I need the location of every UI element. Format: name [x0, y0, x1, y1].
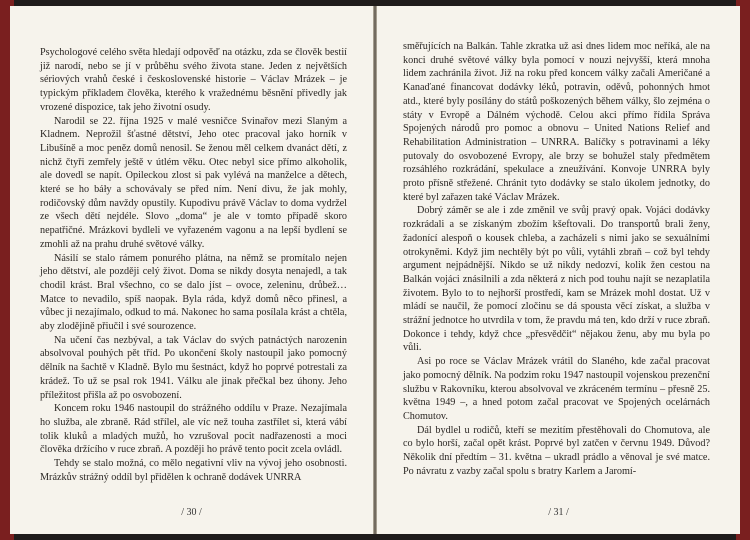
paragraph: Psychologové celého světa hledají odpověď na otázku, zda se člověk bestií již narodí, nebo se jí v průběhu svého života stane. Jeden z největších sériových vrahů české i československé historie – Václav Mrázek – je typickým příkladem člověka, kterého k vražednému běsnění přivedly jak vrozené dispozice, tak jeho životní osudy.: [40, 47, 347, 113]
left-page-text: [40, 46, 347, 485]
paragraph: Dál bydlel u rodičů, kteří se mezitím přestěhovali do Chomutova, ale co bylo horší, začal opět krást. Poprvé byl zatčen v červnu 1949. Důvod? Několik dní předtím – 31. května – ukradl prádlo a věnoval je své matce. Po návratu z vazby začal spolu s bratry Karlem a Jaromí-: [403, 424, 710, 477]
paragraph: Narodil se 22. října 1925 v malé vesničce Svinařov mezi Slaným a Kladnem. Neprožil šťastné dětství, Jeho otec pracoval jako horník v Libušíně a moc peněz domů nenosil. Se ženou měl celkem dvanáct dětí, z nichž čtyři zemřely ještě v útlém věku. Otec nebyl sice přímo alkoholik, ale dovedl se napít. Opileckou zlost si pak vylévá na manželce a dětech, které se ho báły a schovávaly se před ním. Není divu, že jak mohly, rodičovský dům navždy opustily. Kupodivu právě Václav to doma vydržel ze všech dětí nejdéle. Slovo „doma“ je ale v tomto případě skoro nepatřičné. Mrázkovi bydleli ve vyřazeném vagonu a na lepší bydlení se zmohli až na prahu druhé světové války.: [40, 115, 347, 250]
page-number: / 31 /: [548, 507, 569, 518]
page-number: / 30 /: [181, 507, 202, 518]
paragraph: směřujících na Balkán. Tahle zkratka už asi dnes lidem moc neříká, ale na konci druhé světové války byla pomocí v nouzi nejvyšší, která mnoha lidem zachránila život. Již na roku před koncem války začali Američané a Kanaďané financovat dodávky léků, potravin, oděvů, pohonných hmot atd., které byly posílány do států poškozených během války, šlo zejména o státy v Evropě a Dálném východě. Celou akci přímo řídila Správa Spojených národů pro pomoc a obnovu – United Nations Relief and Rehabilitation Administration – UNRRA. Balíčky s potravinami a léky putovaly do osvobozené Evropy, ale brzy se bohužel staly předmětem rozsáhlého rozkrádání, spekulace a zneužívání. Konvoje UNRRA byly proto přísně střežené. Chránit tyto dodávky se stalo úkolem jednotky, do které byl zařazen také Václav Mrázek.: [403, 41, 710, 203]
right-page: [377, 6, 740, 534]
paragraph: Dobrý záměr se ale i zde změnil ve svůj pravý opak. Vojáci dodávky rozkrádali a se získaným zbožím kšeftovali. Do transportů brali ženy, žadonící alespoň o kousek chleba, a zacházeli s nimi jako se sexuálními otrokyněmi. Když jim nechtěly být po vůli, vytáhli zbraň – což byl tehdy argument nejpádnější. Nikdo se už nikdy nedozví, kolik žen cestou na Balkán vojáci znásilnili a zda některá z nich pod touhu najít se nezaplatila životem. Bylo to to nejhorší prostředí, kam se Mrázek mohl dostat. Už v mládí se naučil, že pomocí zločinu se dá spousta věcí získat, a služba v strážní jednotce ho utvrdila v tom, že pravdu má ten, kdo drží v ruce zbraň. Dokonce i tehdy, když chce „přesvědčit“ nějakou ženu, aby mu byla po vůli.: [403, 205, 710, 354]
paragraph: Násilí se stalo rámem ponurého plátna, na němž se promítalo nejen jeho dětství, ale později celý život. Doma se nikdy dosyta nenajedl, a tak chodil krást. Bral všechno, co se dalo jíst – ovoce, zeleninu, drůbež… Matce to nevadilo, spíš naopak. Byla ráda, když domů něco přinesl, a vůbec ji nezajímalo, odkud to má. Nakonec ho sama posílala krást a chtěla, aby zlodějině přiučil i své sourozence.: [40, 252, 347, 333]
right-page-text: [403, 40, 710, 479]
paragraph: Na učení čas nezbýval, a tak Václav do svých patnáctých narozenin absolvoval pouhých pět tříd. Po ukončení školy nastoupil jako pomocný dělník na šachtě v Kladně. Bylo mu šestnáct, když ho poprvé potrestali za krádež. To už se psal rok 1941. Válku ale jinak přečkal bez úhony. Jeho příležitost přišla až po osvobození.: [40, 334, 347, 401]
paragraph: Tehdy se stalo možná, co mělo negativní vliv na vývoj jeho osobnosti. Mrázkův strážný oddíl byl přidělen k ochraně dodávek UNRRA: [40, 458, 347, 483]
paragraph: Koncem roku 1946 nastoupil do strážného oddílu v Praze. Nezajímala ho služba, ale zbraně. Rád střílel, ale víc než touha zastřílet si, která vábí tolik kluků a mladých mužů, ho vzrušoval pocit nadřazenosti a moci člověka držícího v ruce zbraň. A později ho právě tento pocit zcela ovládl.: [40, 403, 347, 456]
paragraph: Asi po roce se Václav Mrázek vrátil do Slaného, kde začal pracovat jako pomocný dělník. Na podzim roku 1947 nastoupil vojenskou prezenční službu v Rakovníku, kterou absolvoval ve zkráceném termínu – přesně 25. května 1949 –, a hned potom začal pracovat ve Spojených ocelárnách Chomutov.: [403, 356, 710, 422]
left-page: [10, 6, 373, 534]
